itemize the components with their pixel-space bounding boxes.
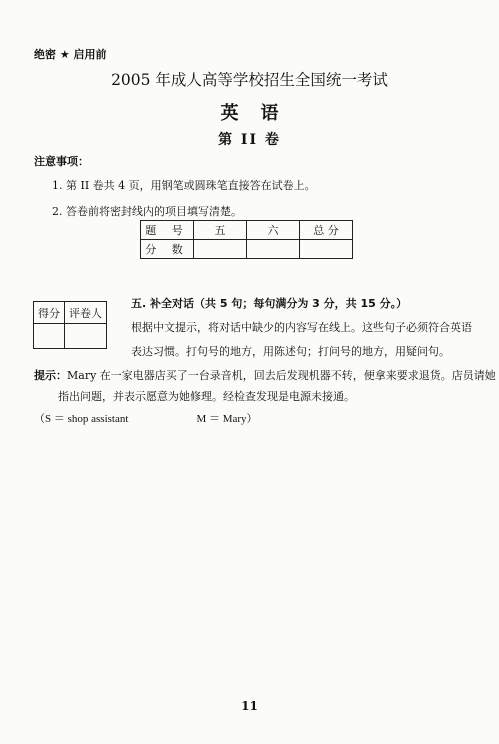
grader-score-label: 得分 [34, 302, 65, 324]
confidential-label: 绝密 ★ 启用前 [34, 48, 107, 61]
score-table-cell: 分 数 [141, 240, 194, 259]
grader-score-entry[interactable] [34, 324, 65, 349]
role-shop-assistant: （S ＝ shop assistant [34, 413, 129, 425]
score-table-cell: 五 [194, 221, 247, 240]
hint-line: 指出问题，并表示愿意为她修理。经检查发现是电源未接通。 [58, 390, 355, 403]
score-entry-cell[interactable] [247, 240, 300, 259]
page-number: 11 [241, 699, 258, 713]
instruction-line: 表达习惯。打句号的地方，用陈述句；打问号的地方，用疑问句。 [131, 345, 450, 358]
score-table-score-row [141, 240, 353, 259]
exam-title: 2005 年成人高等学校招生全国统一考试 [111, 71, 388, 89]
notice-item: 1. 第 II 卷共 4 页，用钢笔或圆珠笔直接答在试卷上。 [52, 179, 316, 192]
instruction-line: 根据中文提示，将对话中缺少的内容写在线上。这些句子必须符合英语 [131, 321, 472, 334]
hint-line [34, 367, 496, 383]
subject-title: 英语 [220, 103, 301, 124]
score-entry-cell[interactable] [194, 240, 247, 259]
score-table-cell: 题 号 [141, 221, 194, 240]
grader-name-entry[interactable] [65, 324, 107, 349]
score-table [140, 220, 353, 259]
hint-label: 提示： [34, 369, 67, 382]
score-table-header-row [141, 221, 353, 240]
score-table-cell: 总 分 [300, 221, 353, 240]
grader-name-label: 评卷人 [65, 302, 107, 324]
section-heading: 五. 补全对话（共 5 句；每句满分为 3 分，共 15 分。） [131, 297, 408, 310]
hint-text: Mary 在一家电器店买了一台录音机，回去后发现机器不转，便拿来要求退货。店员请她 [67, 369, 496, 382]
score-entry-cell[interactable] [300, 240, 353, 259]
paper-title: 第 II 卷 [218, 132, 281, 148]
grader-box [33, 301, 107, 349]
role-legend [34, 410, 258, 426]
score-table-cell: 六 [247, 221, 300, 240]
role-mary: M ＝ Mary） [196, 413, 258, 425]
notice-item: 2. 答卷前将密封线内的项目填写清楚。 [52, 205, 242, 218]
notice-heading: 注意事项： [34, 155, 89, 168]
